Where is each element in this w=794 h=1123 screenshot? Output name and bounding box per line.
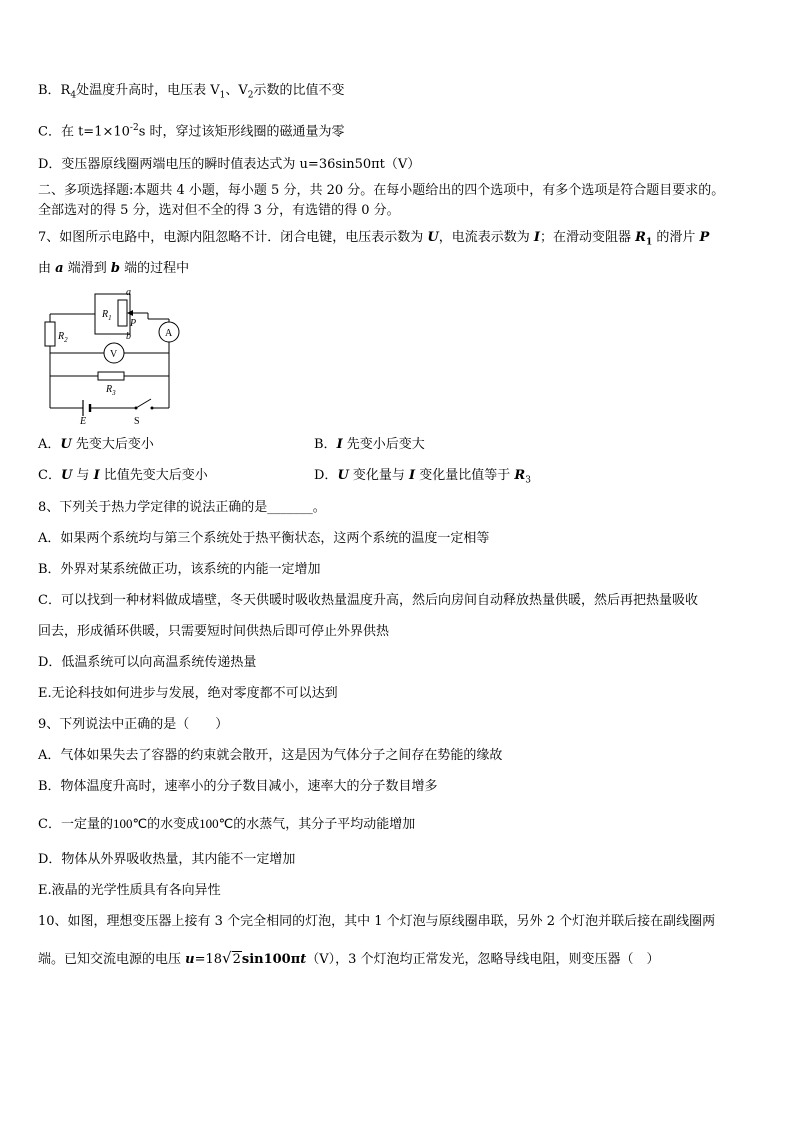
section-header-line2: 全部选对的得 5 分，选对但不全的得 3 分，有选错的得 0 分。 (38, 203, 400, 218)
label-ammeter: A (165, 328, 173, 339)
q8-option-e: E.无论科技如何进步与发展，绝对零度都不可以达到 (38, 686, 338, 701)
label-voltmeter: V (110, 349, 118, 360)
q8-option-a: A．如果两个系统均与第三个系统处于热平衡状态，这两个系统的温度一定相等 (38, 531, 490, 546)
q7-option-b: B．I 先变小后变大 (314, 437, 425, 452)
switch-s (136, 399, 151, 408)
q9-option-d: D．物体从外界吸收热量，其内能不一定增加 (38, 852, 296, 867)
q10-stem-line2: 端。已知交流电源的电压 u=18√2sin100πt（V），3 个灯泡均正常发光，忽略导线电阻，则变压器（ ） (38, 949, 660, 967)
q9-option-b: B．物体温度升高时，速率小的分子数目减小，速率大的分子数目增多 (38, 779, 438, 794)
q9-option-e: E.液晶的光学性质具有各向异性 (38, 883, 221, 898)
resistor-r1 (118, 300, 127, 326)
q9-option-c: C．一定量的100℃的水变成100℃的水蒸气，其分子平均动能增加 (38, 816, 416, 832)
q7-stem-line2: 由 a 端滑到 b 端的过程中 (38, 261, 190, 276)
label-r1: $R_1$ (102, 309, 112, 322)
q7-option-c: C．U 与 I 比值先变大后变小 (38, 468, 208, 483)
sqrt-symbol: √2 (222, 949, 241, 967)
label-s: S (134, 416, 140, 426)
label-r2: $R_2$ (58, 331, 68, 344)
label-p: P (130, 318, 137, 329)
q8-option-b: B．外界对某系统做正功，该系统的内能一定增加 (38, 562, 321, 577)
q8-option-d: D．低温系统可以向高温系统传递热量 (38, 655, 257, 670)
label-b: b (126, 331, 131, 342)
label-a: a (126, 287, 131, 298)
q7-stem-line1: 7、如图所示电路中，电源内阻忽略不计．闭合电键，电压表示数为 U，电流表示数为 I；在滑动变阻器 $R_1$ 的滑片 P (38, 230, 710, 248)
q7-circuit-diagram (38, 286, 188, 426)
q10-stem-line1: 10、如图，理想变压器上接有 3 个完全相同的灯泡，其中 1 个灯泡与原线圈串联，另外 2 个灯泡并联后接在副线圈两 (38, 914, 716, 929)
q9-option-a: A．气体如果失去了容器的约束就会散开，这是因为气体分子之间存在势能的缘故 (38, 748, 503, 763)
section-header-line1: 二、多项选择题:本题共 4 小题，每小题 5 分，共 20 分。在每小题给出的四个选项中，有多个选项是符合题目要求的。 (38, 183, 725, 198)
resistor-r3 (98, 372, 124, 380)
q7-option-d: D．U 变化量与 I 变化量比值等于 $R_3$ (314, 468, 531, 486)
label-r3: $R_3$ (106, 384, 116, 397)
q8-stem: 8、下列关于热力学定律的说法正确的是_______。 (38, 500, 326, 515)
q6-option-d: D．变压器原线圈两端电压的瞬时值表达式为 u=36sin50πt（V） (38, 157, 421, 172)
q6-option-b: B．$R_4$处温度升高时，电压表 $V_1$、$V_2$示数的比值不变 (38, 83, 345, 101)
q8-option-c-line2: 回去，形成循环供暖，只需要短时间供热后即可停止外界供热 (38, 624, 390, 639)
q6-option-c: C．在 $t=1\times 10^{-2}s$ 时，穿过该矩形线圈的磁通量为零 (38, 123, 345, 140)
q7-option-a: A．U 先变大后变小 (38, 437, 154, 452)
q9-stem: 9、下列说法中正确的是（ ） (38, 717, 229, 732)
resistor-r2 (45, 322, 55, 346)
label-e: E (80, 416, 87, 426)
q8-option-c-line1: C．可以找到一种材料做成墙壁，冬天供暖时吸收热量温度升高，然后向房间自动释放热量供暖，然后再把热量吸收 (38, 593, 698, 608)
